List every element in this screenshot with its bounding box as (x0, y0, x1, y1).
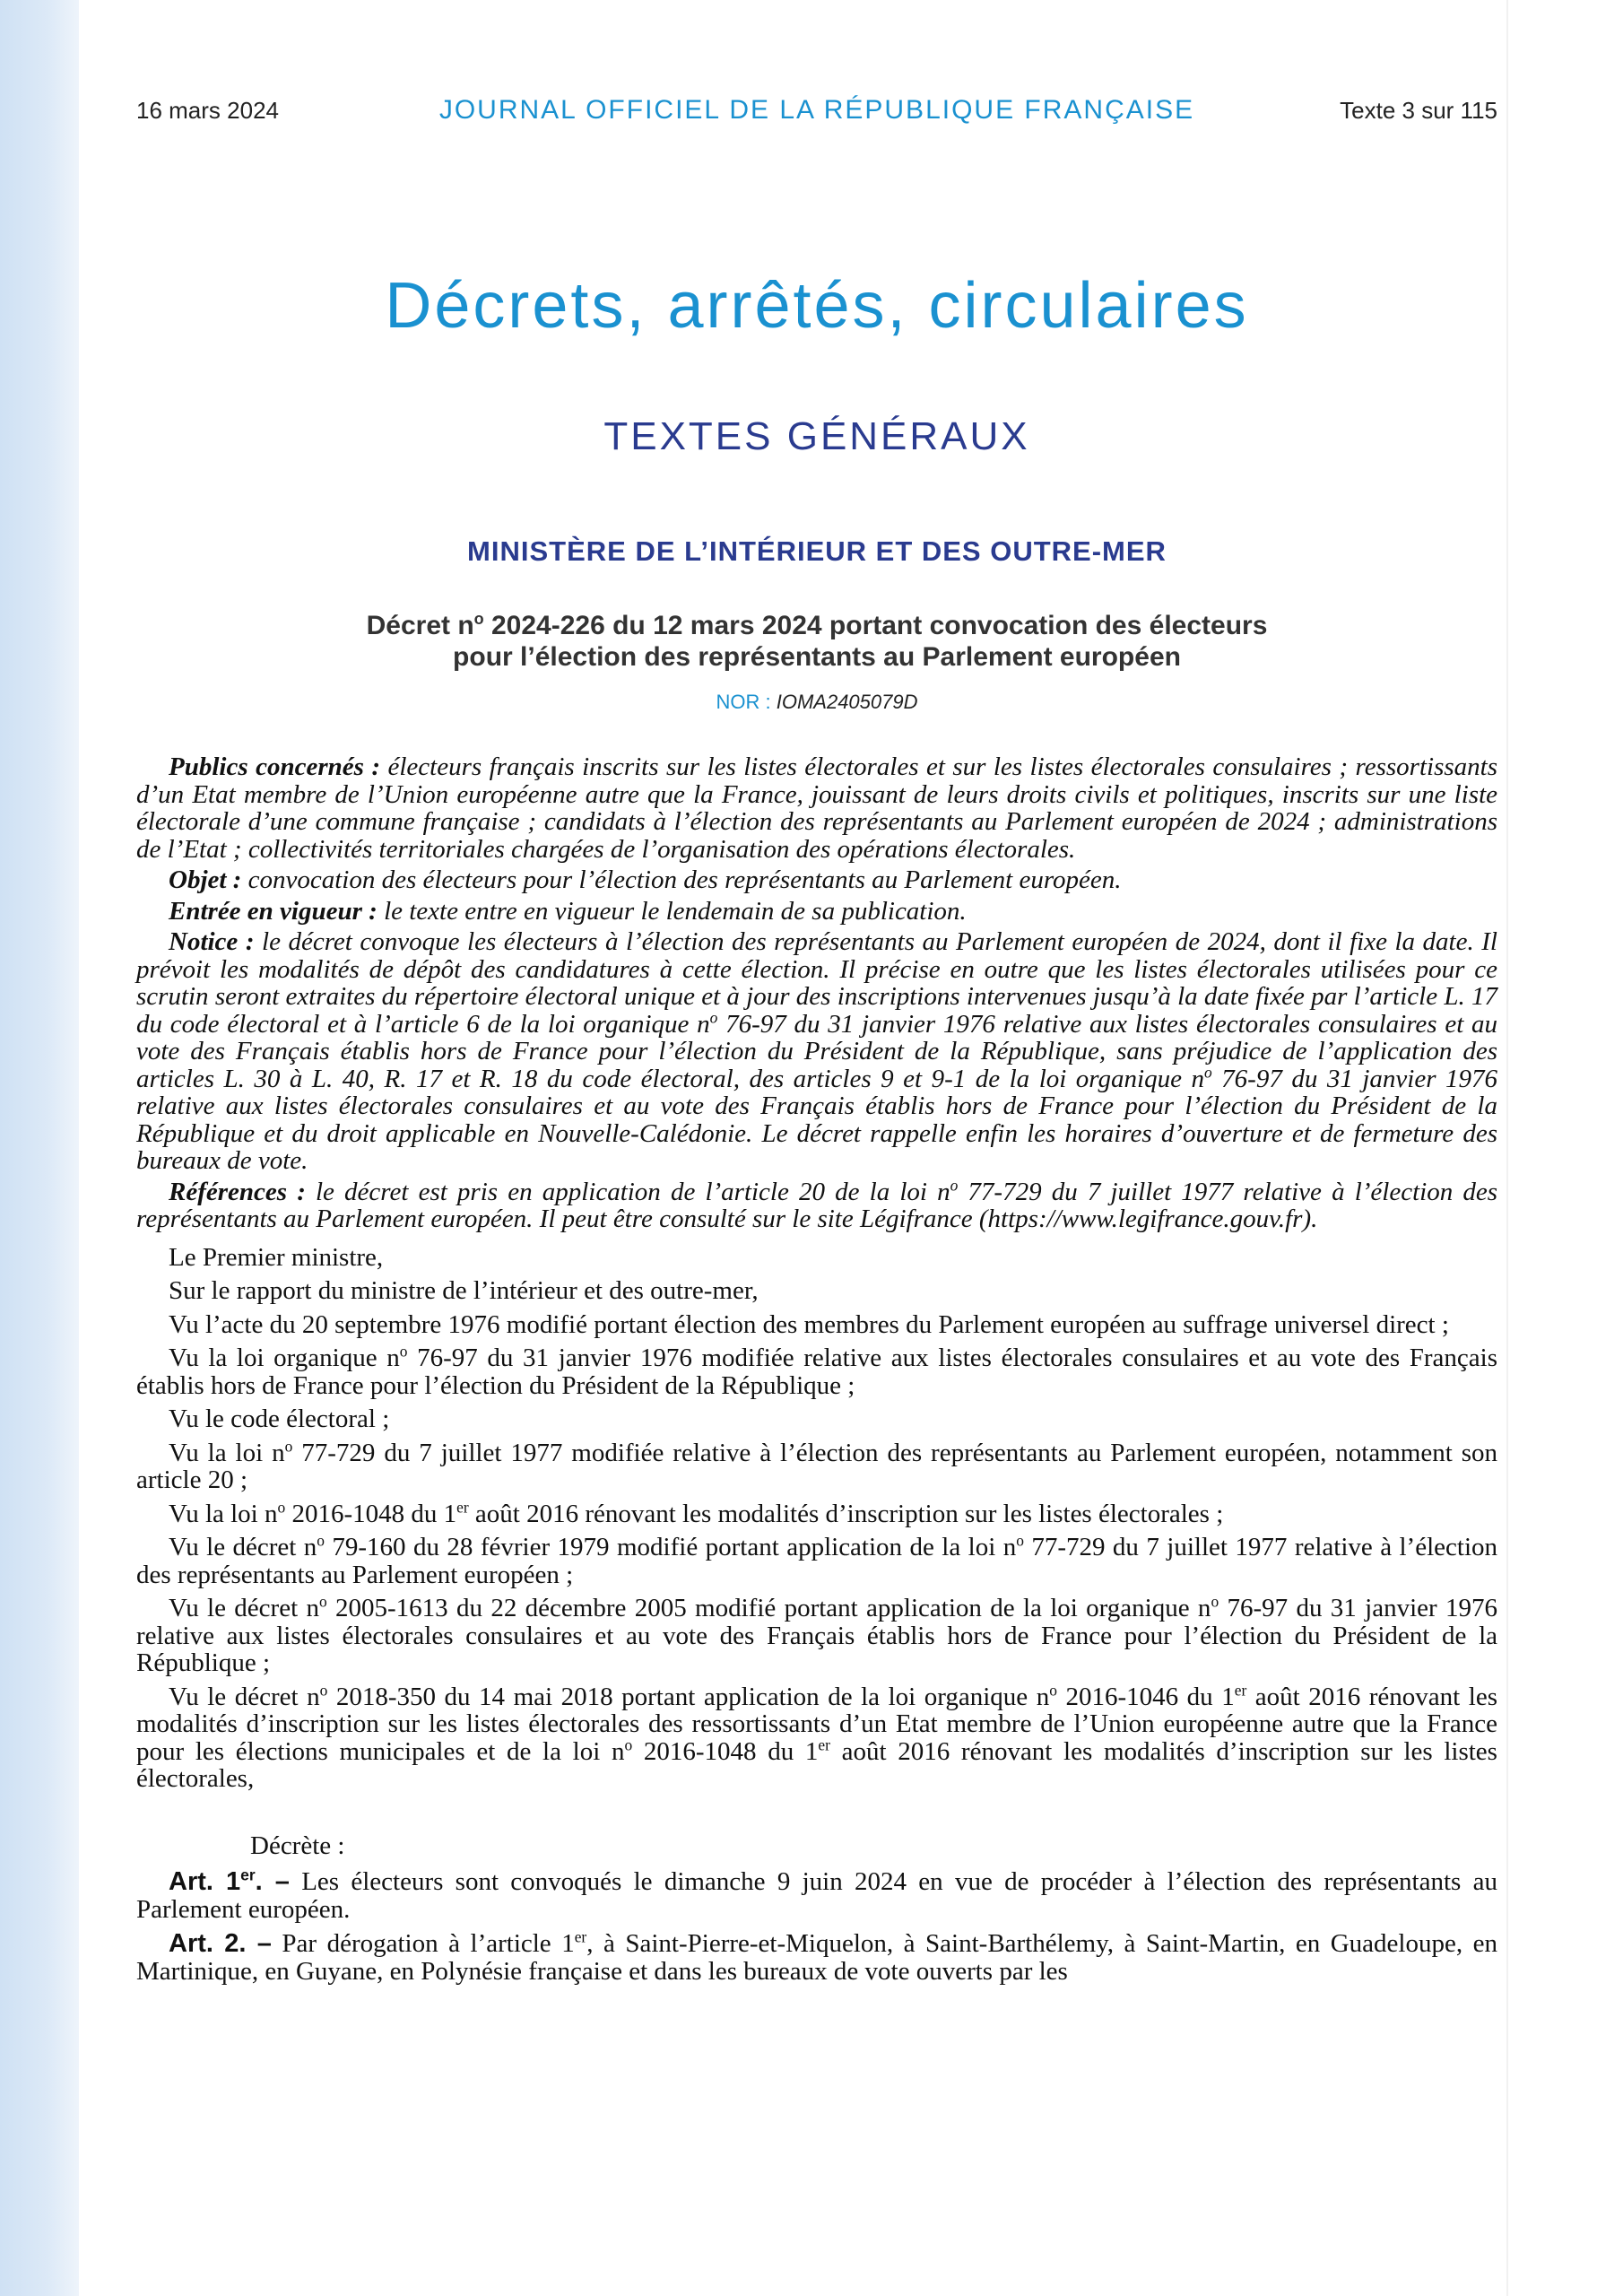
publics-paragraph: Publics concernés : électeurs français inscrits sur les listes électorales et sur les listes électorales consulaires ; ressortissants d’un Etat membre de l’Union européenne autre que la France, jouissant de leurs droits civils et politiques, inscrits sur une liste électorale d’une commune française ; candidats à l’élection des représentants au Parlement européen de 2024 ; administrations de l’Etat ; collectivités territoriales chargées de l’organisation des opérations électorales. (136, 752, 1497, 864)
articles-block (136, 1868, 1497, 1985)
section-title: TEXTES GÉNÉRAUX (603, 414, 1030, 458)
decree-body (136, 753, 1497, 1992)
decree-title-line-2: pour l’élection des représentants au Parlement européen (453, 642, 1181, 672)
visa-4: Vu la loi $n^o$ 77-729 du 7 juillet 1977 modifiée relative à l’élection des représentants au Parlement européen, notamment son article 20 ; (136, 1436, 1497, 1494)
notice-block (136, 753, 1497, 1233)
article-2: Art. 2. – Par dérogation à l’article 1er, à Saint-Pierre-et-Miquelon, à Saint-Barthélemy, à Saint-Martin, en Guadeloupe, en Martinique, en Guyane, en Polynésie française et dans les bureaux de vote ouverts par les (136, 1927, 1497, 1986)
text-number: Texte 3 sur 115 (1340, 97, 1497, 124)
notice-paragraph: Notice : le décret convoque les électeurs à l’élection des représentants au Parlement européen de 2024, dont il fixe la date. Il prévoit les modalités de dépôt des candidatures à cette élection. Il précise en outre que les listes électorales utilisées pour ce scrutin seront extraites du répertoire électoral unique et à jour des inscriptions intervenues jusqu’à la date fixée par l’article L. 17 du code électoral et à l’article 6 de la loi organique $n^o$ 76-97 du 31 janvier 1976 relative aux listes électorales consulaires et au vote des Français établis hors de France pour l’élection du Président de la République, sans préjudice de l’application des articles L. 30 à L. 40, R. 17 et R. 18 du code électoral, des articles 9 et 9-1 de la loi organique $n^o$ 76-97 du 31 janvier 1976 relative aux listes électorales consulaires et au vote des Français établis hors de France pour l’élection du Président de la République et du droit applicable en Nouvelle-Calédonie. Le décret rappelle enfin les horaires d’ouverture et de fermeture des bureaux de vote. (136, 927, 1498, 1175)
ministry-title: MINISTÈRE DE L’INTÉRIEUR ET DES OUTRE-MER (467, 535, 1167, 567)
journal-title: JOURNAL OFFICIEL DE LA RÉPUBLIQUE FRANÇAISE (438, 95, 1195, 125)
article-1: Art. 1er. – Les électeurs sont convoqués le dimanche 9 juin 2024 en vue de procéder à l’élection des représentants au Parlement européen. (136, 1866, 1497, 1924)
header-date: 16 mars 2024 (136, 97, 279, 124)
visa-7: Vu le décret $n^o$ 2005-1613 du 22 décembre 2005 modifié portant application de la loi organique $n^o$ 76-97 du 31 janvier 1976 relative aux listes électorales consulaires et au vote des Français établis hors de France pour l’élection du Président de la République ; (136, 1592, 1497, 1677)
decree-title-line-1: Décret $n^o$ 2024-226 du 12 mars 2024 portant convocation des électeurs (366, 610, 1268, 640)
article-1-label: Art. 1er. – (169, 1866, 290, 1896)
nor-value: IOMA2405079D (776, 691, 918, 713)
visa-1: Vu l’acte du 20 septembre 1976 modifié portant élection des membres du Parlement européen au suffrage universel direct ; (169, 1309, 1449, 1339)
rapport-line: Sur le rapport du ministre de l’intérieur et des outre-mer, (169, 1276, 759, 1305)
left-margin-band (0, 0, 79, 2296)
premier-ministre: Le Premier ministre, (169, 1242, 384, 1272)
nor-reference (136, 691, 1497, 714)
decrete-line: Décrète : (250, 1831, 345, 1860)
visa-2: Vu la loi organique $n^o$ 76-97 du 31 janvier 1976 modifiée relative aux listes électorales consulaires et au vote des Français établis hors de France pour l’élection du Président de la République ; (136, 1342, 1498, 1400)
visa-5: Vu la loi $n^o$ 2016-1048 du 1er août 2016 rénovant les modalités d’inscription sur les listes électorales ; (169, 1497, 1224, 1528)
objet-paragraph: Objet : convocation des électeurs pour l’élection des représentants au Parlement européen. (169, 865, 1122, 894)
visa-8: Vu le décret $n^o$ 2018-350 du 14 mai 2018 portant application de la loi organique $n^o$ 2016-1046 du 1er août 2016 rénovant les modalités d’inscription sur les listes électorales des ressortissants d’un Etat membre de l’Union européenne autre que la France pour les élections municipales et de la loi $n^o$ 2016-1048 du 1er août 2016 rénovant les modalités d’inscription sur les listes électorales, (136, 1680, 1497, 1793)
visas-block (136, 1244, 1497, 1793)
rubric-title: Décrets, arrêtés, circulaires (385, 270, 1249, 342)
article-2-label: Art. 2. – (169, 1929, 272, 1958)
page-edge (1506, 0, 1508, 2296)
references-paragraph: Références : le décret est pris en application de l’article 20 de la loi $n^o$ 77-729 du 7 juillet 1977 relative à l’élection des représentants au Parlement européen. Il peut être consulté sur le site Légifrance (https://www.legifrance.gouv.fr). (136, 1175, 1497, 1233)
entree-paragraph: Entrée en vigueur : le texte entre en vigueur le lendemain de sa publication. (169, 896, 967, 926)
nor-label: NOR : (716, 691, 777, 713)
visa-6: Vu le décret $n^o$ 79-160 du 28 février 1979 modifié portant application de la loi $n^o$ 77-729 du 7 juillet 1977 relative à l’élection des représentants au Parlement européen ; (136, 1531, 1497, 1589)
page-header (136, 97, 1497, 133)
visa-3: Vu le code électoral ; (169, 1405, 390, 1433)
decree-title (136, 610, 1497, 673)
